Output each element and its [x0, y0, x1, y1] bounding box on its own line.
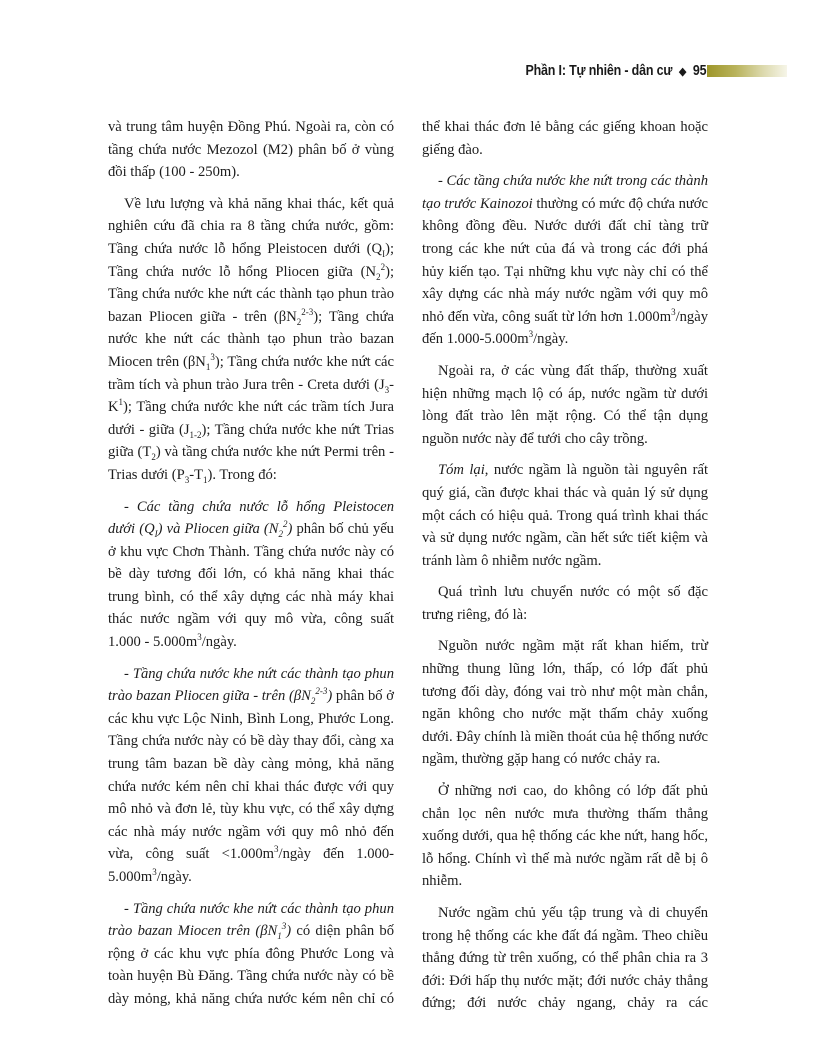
superscript: 2 [380, 261, 386, 272]
text-segment: ); Tầng chứa nước khe nứt các thành tạo phun trào bazan Pliocen giữa - trên (βN [108, 263, 394, 325]
paragraph-text: Quá trình lưu chuyển nước có một số đặc trưng riêng, đó là: [422, 584, 708, 623]
italic-heading: ) [286, 923, 292, 940]
text-segment: ). Trong đó: [207, 466, 277, 483]
paragraph-text: thường có mức độ chứa nước không đồng đều. Nước dưới đất chỉ tàng trữ trong các khe nứt của đá và trong các đới phá hủy kiến tạo. Tại những khu vực này chỉ có thể xây dựng các nhà máy nước ngầm với quy mô nhỏ đến vừa, công suất từ lớn hơn 1.000m [422, 195, 708, 325]
text-segment: - K [108, 376, 394, 416]
paragraph [108, 663, 394, 889]
text-segment: ); Tầng chứa nước khe nứt các trầm tích Jura dưới - giữa (J [108, 399, 394, 438]
text-segment: ) và tầng chứa nước khe nứt Permi trên - Trias dưới (P [108, 444, 394, 483]
paragraph-text: và trung tâm huyện Đồng Phú. Ngoài ra, còn có tầng chứa nước Mezozol (M2) phân bố ở vùng đồi thấp (100 - 250m). [108, 119, 394, 181]
paragraph [422, 360, 708, 450]
subscript: 1-2 [189, 429, 202, 440]
subscript: 2 [310, 696, 316, 707]
paragraph-text: /ngày. [533, 331, 569, 348]
subscript: 2 [296, 316, 302, 327]
italic-heading: - Các tầng chứa nước khe nứt trong các thành tạo trước Kainozoi [422, 173, 708, 212]
paragraph [422, 581, 708, 626]
paragraph [422, 170, 708, 351]
text-segment: Về lưu lượng và khả năng khai thác, kết quả nghiên cứu đã chia ra 8 tầng chứa nước, gồm: Tầng chứa nước lỗ hổng Pleistocen dưới (Q [108, 195, 394, 257]
superscript: 3 [210, 352, 215, 363]
paragraph-text: Ở những nơi cao, do không có lớp đất phủ chắn lọc nên nước mưa thường thấm thẳng xuống dưới, qua hệ thống các khe nứt, hang hốc, lỗ hổng. Chính vì thế mà nước ngầm rất dễ bị ô nhiễm. [422, 783, 708, 890]
superscript: 3 [152, 867, 157, 878]
diamond-separator-icon: ◆ [678, 66, 686, 78]
left-column [108, 116, 394, 1020]
paragraph-text: thể khai thác đơn lẻ bằng các giếng khoan hoặc giếng đào. [422, 119, 708, 158]
paragraph-text: phân bố ở các khu vực Lộc Ninh, Bình Long, Phước Long. Tầng chứa nước này có bề dày thay đổi, càng xa trung tâm bazan bề dày càng mỏng, khả năng chứa nước kém nên chỉ khai thác được với quy mô nhỏ và đơn lẻ, tùy khu vực, có thể xây dựng các nhà máy nước ngầm với quy mô nhỏ đến vừa, công suất <1.000m [108, 688, 395, 863]
paragraph [422, 780, 708, 893]
superscript: 3 [197, 632, 202, 643]
paragraph-text: /ngày. [201, 634, 237, 651]
subscript: 1 [205, 361, 211, 372]
superscript: 2-3 [315, 686, 328, 697]
subscript: I [382, 248, 386, 259]
italic-heading: ) và Pliocen giữa (N [157, 521, 279, 538]
paragraph-text: có diện phân bố rộng ở các khu vực phía đông Phước Long và toàn huyện Bù Đăng. Tầng chứa nước này có bề dày mỏng, khả năng chứa nước kém nên chỉ có [108, 923, 394, 1007]
superscript: 3 [528, 329, 534, 340]
subscript: 3 [184, 474, 190, 485]
paragraph-text: Nguồn nước ngầm mặt rất khan hiếm, trừ những thung lũng lớn, thấp, có lớp đất phủ tương đối dày, đóng vai trò như một màn chắn, ngăn không cho nước mặt thấm chảy xuống dưới. Đây chính là miền thoát của hệ thống nước ngầm, thường gặp hang có nước chảy ra. [422, 638, 708, 768]
subscript: 1 [203, 474, 208, 485]
page-number: 95 [692, 63, 706, 79]
paragraph-text: phân bố chủ yếu ở khu vực Chơn Thành. Tầng chứa nước này có bề dày tương đối lớn, có khả năng khai thác trung bình, có thể xây dựng các nhà máy khai thác nước ngầm với quy mô vừa, công suất 1.000 - 5.000m [108, 521, 394, 651]
italic-heading: - Tầng chứa nước khe nứt các thành tạo phun trào bazan Pliocen giữa - trên (βN [108, 665, 394, 705]
paragraph [108, 116, 394, 184]
paragraph-text: /ngày. [156, 869, 192, 885]
paragraph-text: /ngày đến 1.000-5.000m [422, 308, 708, 348]
paragraph-text: /ngày đến 1.000-5.000m [108, 846, 394, 885]
section-title: Phần I: Tự nhiên - dân cư [525, 63, 672, 79]
header-accent-bar [707, 65, 787, 77]
subscript: 2 [376, 271, 381, 282]
italic-heading: - Tầng chứa nước khe nứt các thành tạo phun trào bazan Miocen trên (βN [108, 900, 394, 940]
subscript: 3 [384, 384, 390, 395]
superscript: 2-3 [301, 306, 314, 317]
text-segment: -T [189, 466, 204, 483]
paragraph [422, 459, 708, 572]
italic-heading: ) [327, 688, 333, 705]
paragraph [422, 902, 708, 1015]
text-segment: ); Tầng chứa nước khe nứt các trầm tích và phun trào Jura trên - Creta dưới (J [108, 353, 394, 393]
italic-heading: - Các tầng chứa nước lỗ hổng Pleistocen dưới (Q [108, 498, 394, 538]
italic-phrase: Tóm lại [438, 462, 485, 479]
subscript: 2 [151, 452, 156, 463]
paragraph [108, 496, 394, 654]
superscript: 3 [281, 921, 287, 932]
right-column [422, 116, 708, 1024]
header-title-line [525, 62, 706, 81]
subscript: I [154, 529, 158, 539]
paragraph-text: Ngoài ra, ở các vùng đất thấp, thường xuất hiện những mạch lộ có áp, nước ngầm từ dưới lòng đất trào lên mặt rộng. Có thể tận dụng nguồn nước này để tưới cho cây trồng. [422, 362, 708, 447]
paragraph [422, 635, 708, 771]
superscript: 1 [118, 397, 124, 408]
text-segment: ); Tầng chứa nước lỗ hổng Pliocen giữa (N [108, 240, 394, 280]
paragraph [108, 898, 394, 1011]
superscript: 2 [283, 519, 288, 530]
superscript: 3 [274, 844, 279, 855]
text-segment: ); Tầng chứa nước khe nứt các thành tạo phun trào bazan Miocen trên (βN [108, 308, 394, 370]
paragraph-text: Nước ngầm chủ yếu tập trung và di chuyển trong hệ thống các khe đất đá ngầm. Theo chiều thẳng đứng từ trên xuống, có thể phân chia ra 3 đới: Đới hấp thụ nước mặt; đới nước chảy thẳng đứng; đới nước chảy ngang, chảy ra các [422, 905, 708, 1012]
running-header [0, 62, 816, 82]
subscript: 2 [278, 529, 284, 539]
paragraph [422, 116, 708, 161]
subscript: 1 [277, 931, 282, 942]
italic-heading: ) [287, 521, 293, 538]
superscript: 3 [671, 306, 676, 317]
paragraph [108, 193, 394, 487]
paragraph-text: , nước ngầm là nguồn tài nguyên rất quý giá, cần được khai thác và quản lý sử dụng một cách có hiệu quả. Trong quá trình khai thác và sử dụng nước ngầm, cần hết sức tiết kiệm và tránh làm ô nhiễm nước ngầm. [422, 462, 708, 569]
text-segment: ); Tầng chứa nước khe nứt Trias giữa (T [108, 421, 394, 461]
